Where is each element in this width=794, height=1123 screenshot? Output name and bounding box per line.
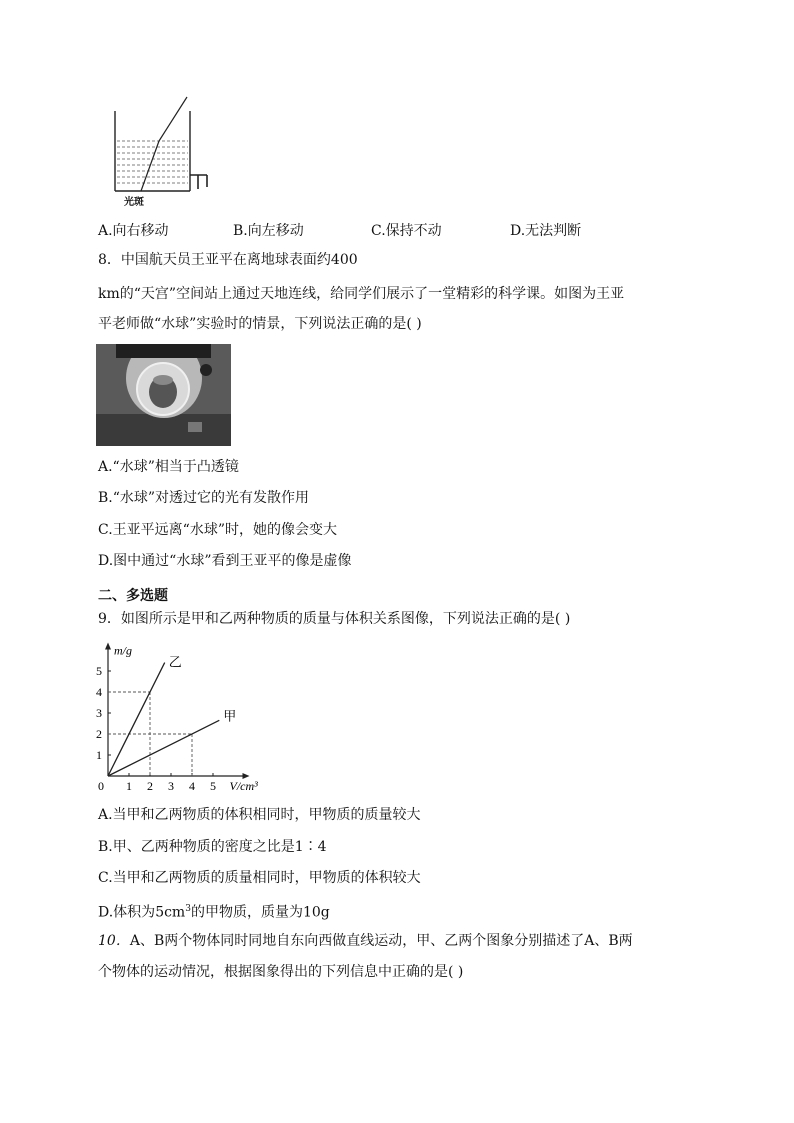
q7-option-c[interactable]: C.保持不动 [371, 223, 442, 239]
q7-option-d[interactable]: D.无法判断 [510, 223, 582, 239]
q8-stem-line1: 8．中国航天员王亚平在离地球表面约400 [98, 252, 358, 268]
q7-options [0, 220, 794, 240]
light-spot-label: 光斑 [124, 197, 144, 208]
series-label-1: 甲 [223, 709, 237, 725]
q9-option-c[interactable]: C.当甲和乙两物质的质量相同时，甲物质的体积较大 [98, 870, 421, 886]
x-axis-label: V/cm³ [229, 779, 258, 793]
y-tick-label: 2 [96, 727, 102, 741]
q9-option-d-sup: 3 [185, 904, 191, 914]
q9-option-d-suffix: 的甲物质，质量为10g [190, 904, 330, 921]
mass-volume-chart [90, 636, 290, 798]
q9-option-d[interactable] [98, 899, 330, 923]
q8-option-d[interactable]: D.图中通过“水球”看到王亚平的像是虚像 [98, 553, 352, 569]
y-tick-label: 3 [96, 706, 102, 720]
q10-text: A、B两个物体同时同地自东向西做直线运动，甲、乙两个图象分别描述了A、B两 [129, 933, 633, 949]
x-tick-label: 1 [126, 779, 132, 793]
x-tick-label: 3 [168, 779, 174, 793]
refracted-ray [141, 141, 159, 191]
q9-option-d-value: 5cm [155, 904, 186, 921]
faucet-icon [190, 175, 207, 189]
q10-stem-line2: 个物体的运动情况，根据图象得出的下列信息中正确的是( ) [98, 964, 464, 980]
y-tick-label: 1 [96, 748, 102, 762]
y-tick-label: 4 [96, 685, 102, 699]
q8-option-a[interactable]: A.“水球”相当于凸透镜 [98, 459, 239, 475]
x-tick-label: 5 [210, 779, 216, 793]
water-ball-photo [96, 344, 231, 446]
q8-stem-line3: 平老师做“水球”实验时的情景，下列说法正确的是( ) [98, 316, 422, 332]
q8-stem-line2: km的“天宫”空间站上通过天地连线，给同学们展示了一堂精彩的科学课。如图为王亚 [98, 286, 625, 302]
q9-option-a[interactable]: A.当甲和乙两物质的体积相同时，甲物质的质量较大 [98, 807, 421, 823]
origin-label: 0 [98, 779, 104, 793]
q10-stem-line1 [98, 931, 633, 951]
q9-option-b[interactable]: B.甲、乙两种物质的密度之比是1∶4 [98, 839, 327, 855]
y-tick-label: 5 [96, 664, 102, 678]
series-line-0 [108, 663, 165, 776]
x-tick-label: 2 [147, 779, 153, 793]
q8-option-b[interactable]: B.“水球”对透过它的光有发散作用 [98, 490, 310, 506]
y-axis-arrow [105, 643, 111, 650]
x-tick-label: 4 [189, 779, 195, 793]
q9-stem: 9．如图所示是甲和乙两种物质的质量与体积关系图像，下列说法正确的是( ) [98, 611, 571, 627]
section-title: 二、多选题 [98, 588, 168, 604]
incident-ray [159, 97, 187, 141]
water-surface-lines [117, 141, 188, 183]
y-axis-label: m/g [114, 643, 132, 658]
q7-option-a[interactable]: A.向右移动 [98, 223, 169, 239]
series-label-0: 乙 [168, 655, 182, 671]
q7-figure [105, 95, 220, 205]
q8-option-c[interactable]: C.王亚平远离“水球”时，她的像会变大 [98, 522, 337, 538]
q7-option-b[interactable]: B.向左移动 [233, 223, 304, 239]
q10-number: 10． [98, 933, 130, 949]
series-line-1 [108, 720, 219, 776]
q9-option-d-prefix: D.体积为 [98, 904, 156, 921]
